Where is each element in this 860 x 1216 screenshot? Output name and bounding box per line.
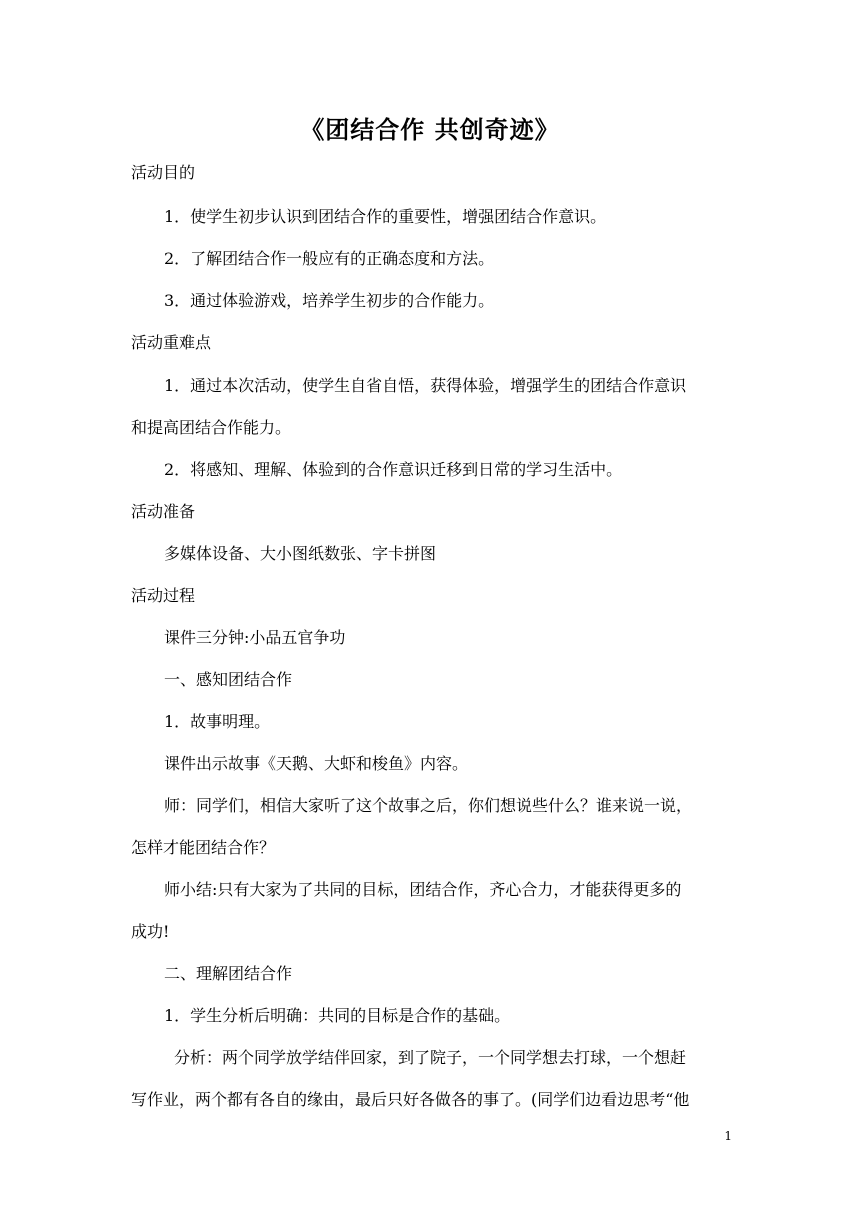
paragraph-line: 2．将感知、理解、体验到的合作意识迁移到日常的学习生活中。 [164, 460, 623, 479]
paragraph-line: 3．通过体验游戏，培养学生初步的合作能力。 [164, 291, 495, 310]
paragraph-line: 1．通过本次活动，使学生自省自悟，获得体验，增强学生的团结合作意识 [164, 376, 687, 395]
paragraph-line: 2．了解团结合作一般应有的正确态度和方法。 [164, 249, 495, 268]
section-heading-objectives: 活动目的 [131, 163, 196, 182]
paragraph-line: 一、感知团结合作 [164, 670, 293, 689]
paragraph-line: 1．故事明理。 [164, 712, 271, 731]
section-heading-process: 活动过程 [131, 586, 196, 605]
paragraph-line: 成功! [131, 922, 170, 941]
paragraph-line: 多媒体设备、大小图纸数张、字卡拼图 [164, 544, 437, 563]
paragraph-line: 1．使学生初步认识到团结合作的重要性，增强团结合作意识。 [164, 207, 607, 226]
paragraph-line: 课件三分钟:小品五官争功 [164, 628, 346, 647]
section-heading-preparation: 活动准备 [131, 502, 196, 521]
paragraph-line: 课件出示故事《天鹅、大虾和梭鱼》内容。 [164, 754, 469, 773]
paragraph-line: 分析：两个同学放学结伴回家，到了院子，一个同学想去打球，一个想赶 [174, 1048, 687, 1067]
page-number: 1 [724, 1129, 732, 1143]
paragraph-line: 二、理解团结合作 [164, 964, 293, 983]
document-title: 《团结合作 共创奇迹》 [300, 115, 560, 144]
paragraph-line: 师小结:只有大家为了共同的目标，团结合作，齐心合力，才能获得更多的 [164, 880, 682, 899]
section-heading-key-points: 活动重难点 [131, 333, 212, 352]
paragraph-line: 怎样才能团结合作？ [131, 838, 276, 857]
paragraph-line: 和提高团结合作能力。 [131, 418, 292, 437]
paragraph-line: 师：同学们，相信大家听了这个故事之后，你们想说些什么？谁来说一说， [164, 796, 693, 815]
paragraph-line: 写作业，两个都有各自的缘由，最后只好各做各的事了。(同学们边看边思考“他 [131, 1090, 690, 1109]
paragraph-line: 1．学生分析后明确：共同的目标是合作的基础。 [164, 1006, 511, 1025]
